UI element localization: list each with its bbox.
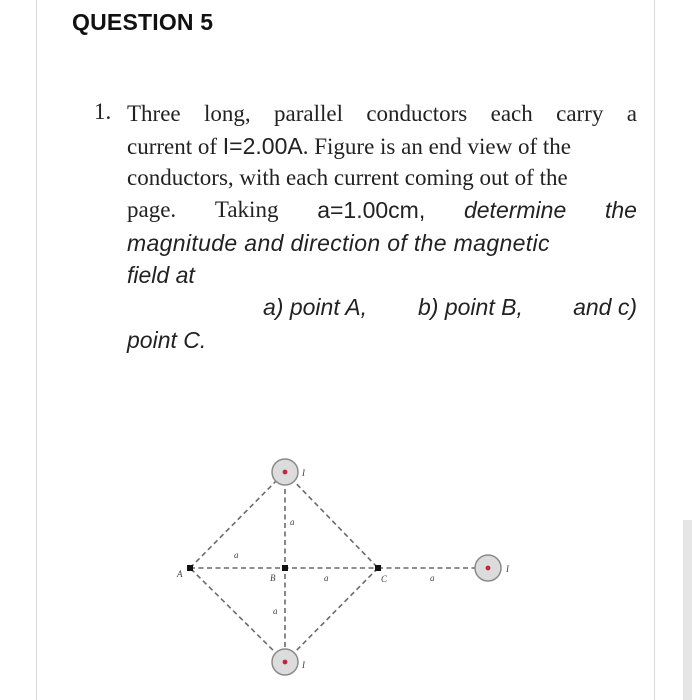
point-c-marker (375, 565, 381, 571)
current-label-top: I (302, 468, 305, 478)
scrollbar[interactable] (683, 520, 692, 700)
item-number: 1. (94, 99, 112, 124)
word: the (604, 197, 637, 223)
line-top-to-c (285, 472, 378, 568)
word: long, (204, 101, 251, 126)
point-b-marker (282, 565, 288, 571)
conductor-top (272, 459, 298, 485)
word: carry (556, 101, 604, 126)
word: parallel (274, 101, 343, 126)
current-label-bottom: I (302, 660, 305, 670)
question-line-2 (127, 131, 637, 161)
question-parts (263, 292, 637, 322)
question-line-3: conductors, with each current coming out of the (127, 165, 568, 190)
word: determine (463, 197, 567, 223)
question-line-5: magnitude and direction of the magnetic (127, 230, 550, 256)
question-heading: QUESTION 5 (72, 9, 214, 35)
conductor-right (475, 555, 501, 581)
point-a-label: A (177, 569, 183, 579)
point-b-label: B (270, 573, 276, 583)
spacing-label-bc: a (324, 573, 329, 583)
line-text: . Figure is an end view of the (302, 134, 572, 159)
word: page. (127, 197, 177, 222)
question-line-1 (127, 99, 637, 129)
word: Taking (214, 197, 279, 222)
conductor-bottom (272, 649, 298, 675)
current-value: I=2.00A (222, 133, 303, 159)
line-c-to-bottom (285, 568, 378, 662)
word: conductors (366, 101, 468, 126)
part-b: b) point B, (418, 294, 523, 320)
line-text: current of (127, 134, 223, 159)
part-a: a) point A, (263, 294, 367, 320)
spacing-label-b-bottom: a (273, 606, 278, 616)
question-line-8: point C. (127, 327, 207, 353)
current-label-right: I (506, 564, 509, 574)
point-c-label: C (381, 574, 388, 584)
point-a-marker (187, 565, 193, 571)
spacing-value: a=1.00cm, (317, 197, 426, 223)
conductor-figure (160, 450, 540, 690)
question-line-6: field at (127, 262, 195, 288)
right-border (654, 0, 655, 700)
spacing-label-ab: a (234, 550, 239, 560)
word: a (626, 101, 637, 126)
left-border (36, 0, 37, 700)
part-c: and c) (573, 294, 637, 320)
question-line-4 (127, 195, 637, 225)
spacing-label-c-right: a (430, 573, 435, 583)
spacing-label-top-b: a (290, 517, 295, 527)
word: each (490, 101, 533, 126)
word: Three (127, 101, 181, 126)
